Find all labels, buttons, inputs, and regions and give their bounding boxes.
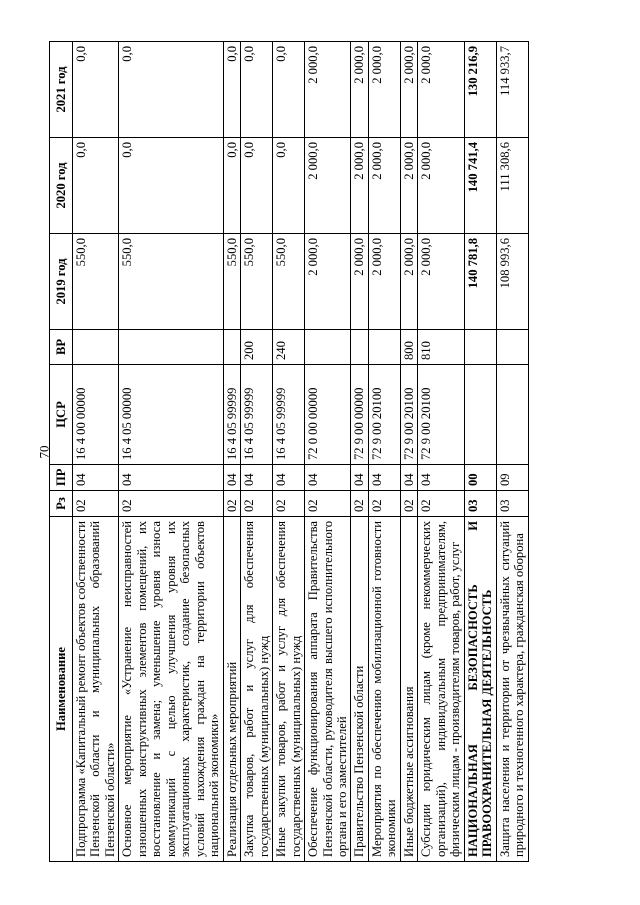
row-name: Реализация отдельных мероприятий <box>223 517 240 862</box>
table-row <box>73 42 119 862</box>
row-2019: 108 993,6 <box>496 234 528 330</box>
row-vr: 200 <box>241 330 273 365</box>
header-pr: ПР <box>50 465 73 491</box>
row-2020: 2 000,0 <box>351 138 368 234</box>
row-rz: 02 <box>305 491 351 517</box>
row-csr: 16 4 00 00000 <box>73 365 119 465</box>
row-csr <box>496 365 528 465</box>
row-vr <box>119 330 223 365</box>
row-name: НАЦИОНАЛЬНАЯ БЕЗОПАСНОСТЬ И ПРАВООХРАНИТЕЛЬНАЯ ДЕЯТЕЛЬНОСТЬ <box>464 517 496 862</box>
row-rz: 02 <box>400 491 417 517</box>
row-2019: 550,0 <box>73 234 119 330</box>
row-name: Защита населения и территории от чрезвычайных ситуаций природного и техногенного характера, гражданская оборона <box>496 517 528 862</box>
row-vr <box>368 330 400 365</box>
row-2019: 2 000,0 <box>351 234 368 330</box>
budget-table <box>49 41 529 862</box>
row-2019: 550,0 <box>273 234 305 330</box>
row-pr: 04 <box>351 465 368 491</box>
header-rz: Рз <box>50 491 73 517</box>
row-name: Обеспечение функционирования аппарата Правительства Пензенской области, руководителя высшего исполнительного органа и его заместителей <box>305 517 351 862</box>
header-2020: 2020 год <box>50 138 73 234</box>
page-number: 70 <box>36 445 52 459</box>
table-row <box>273 42 305 862</box>
row-pr: 04 <box>223 465 240 491</box>
row-2021: 0,0 <box>273 42 305 138</box>
row-2021: 0,0 <box>73 42 119 138</box>
row-pr: 04 <box>305 465 351 491</box>
row-pr: 04 <box>400 465 417 491</box>
table-row <box>351 42 368 862</box>
row-csr: 16 4 05 99999 <box>241 365 273 465</box>
row-vr <box>223 330 240 365</box>
row-name: Правительство Пензенской области <box>351 517 368 862</box>
row-2020: 0,0 <box>241 138 273 234</box>
row-2020: 140 741,4 <box>464 138 496 234</box>
row-name: Закупка товаров, работ и услуг для обеспечения государственных (муниципальных) нужд <box>241 517 273 862</box>
row-vr <box>496 330 528 365</box>
row-rz: 03 <box>464 491 496 517</box>
row-rz: 02 <box>119 491 223 517</box>
row-rz: 02 <box>241 491 273 517</box>
row-2020: 0,0 <box>119 138 223 234</box>
table-row <box>241 42 273 862</box>
row-name: Подпрограмма «Капитальный ремонт объектов собственности Пензенской области и муниципальных образований Пензенской области» <box>73 517 119 862</box>
row-2021: 2 000,0 <box>351 42 368 138</box>
row-csr: 16 4 05 99999 <box>223 365 240 465</box>
table-row <box>464 42 496 862</box>
row-csr: 72 9 00 00000 <box>351 365 368 465</box>
row-2019: 550,0 <box>241 234 273 330</box>
row-rz: 02 <box>273 491 305 517</box>
row-2019: 140 781,8 <box>464 234 496 330</box>
header-name: Наименование <box>50 517 73 862</box>
row-2020: 0,0 <box>223 138 240 234</box>
row-2020: 0,0 <box>73 138 119 234</box>
row-2020: 2 000,0 <box>305 138 351 234</box>
row-2019: 2 000,0 <box>400 234 417 330</box>
row-pr: 04 <box>73 465 119 491</box>
row-rz: 02 <box>73 491 119 517</box>
row-2021: 0,0 <box>241 42 273 138</box>
table-row <box>418 42 464 862</box>
row-2019: 2 000,0 <box>418 234 464 330</box>
row-pr: 04 <box>418 465 464 491</box>
table-row <box>223 42 240 862</box>
row-rz: 02 <box>418 491 464 517</box>
row-csr: 72 9 00 20100 <box>418 365 464 465</box>
row-name: Субсидии юридическим лицам (кроме некоммерческих организаций), индивидуальным предпринимателям, физическим лицам - производителям товаров, работ, услуг <box>418 517 464 862</box>
row-pr: 04 <box>368 465 400 491</box>
row-pr: 04 <box>273 465 305 491</box>
row-2021: 2 000,0 <box>418 42 464 138</box>
row-2021: 0,0 <box>223 42 240 138</box>
row-2020: 0,0 <box>273 138 305 234</box>
row-2021: 2 000,0 <box>368 42 400 138</box>
header-2021: 2021 год <box>50 42 73 138</box>
row-2020: 2 000,0 <box>418 138 464 234</box>
row-csr: 16 4 05 00000 <box>119 365 223 465</box>
row-rz: 02 <box>368 491 400 517</box>
row-pr: 09 <box>496 465 528 491</box>
table-row <box>400 42 417 862</box>
table-header-row <box>50 42 73 862</box>
row-2021: 2 000,0 <box>400 42 417 138</box>
row-2021: 2 000,0 <box>305 42 351 138</box>
row-2019: 2 000,0 <box>368 234 400 330</box>
row-vr <box>73 330 119 365</box>
row-2021: 130 216,9 <box>464 42 496 138</box>
row-csr: 72 9 00 20100 <box>400 365 417 465</box>
table-row <box>119 42 223 862</box>
row-csr: 72 0 00 00000 <box>305 365 351 465</box>
row-2021: 0,0 <box>119 42 223 138</box>
row-2019: 2 000,0 <box>305 234 351 330</box>
row-name: Иные закупки товаров, работ и услуг для обеспечения государственных (муниципальных) нужд <box>273 517 305 862</box>
row-2020: 2 000,0 <box>400 138 417 234</box>
row-vr: 240 <box>273 330 305 365</box>
header-csr: ЦСР <box>50 365 73 465</box>
row-vr <box>351 330 368 365</box>
table-row <box>496 42 528 862</box>
row-vr: 810 <box>418 330 464 365</box>
row-2019: 550,0 <box>223 234 240 330</box>
row-pr: 04 <box>119 465 223 491</box>
row-rz: 02 <box>351 491 368 517</box>
row-csr <box>464 365 496 465</box>
row-name: Мероприятия по обеспечению мобилизационной готовности экономики <box>368 517 400 862</box>
row-csr: 16 4 05 99999 <box>273 365 305 465</box>
row-rz: 02 <box>223 491 240 517</box>
row-2019: 550,0 <box>119 234 223 330</box>
row-vr <box>464 330 496 365</box>
row-2021: 114 933,7 <box>496 42 528 138</box>
row-name: Иные бюджетные ассигнования <box>400 517 417 862</box>
table-row <box>305 42 351 862</box>
row-2020: 2 000,0 <box>368 138 400 234</box>
row-vr <box>305 330 351 365</box>
row-vr: 800 <box>400 330 417 365</box>
row-pr: 04 <box>241 465 273 491</box>
row-2020: 111 308,6 <box>496 138 528 234</box>
row-name: Основное мероприятие «Устранение неисправностей изношенных конструктивных элементов помещений, их восстановление и замена; уменьшение уровня износа коммуникаций с целью улучшения уровня их эксплуатационных характеристик, создание безопасных условий нахождения граждан на территории объектов национальной экономики» <box>119 517 223 862</box>
row-rz: 03 <box>496 491 528 517</box>
row-pr: 00 <box>464 465 496 491</box>
rotated-table-wrapper <box>49 42 599 862</box>
header-vr: ВР <box>50 330 73 365</box>
table-row <box>368 42 400 862</box>
row-csr: 72 9 00 20100 <box>368 365 400 465</box>
header-2019: 2019 год <box>50 234 73 330</box>
